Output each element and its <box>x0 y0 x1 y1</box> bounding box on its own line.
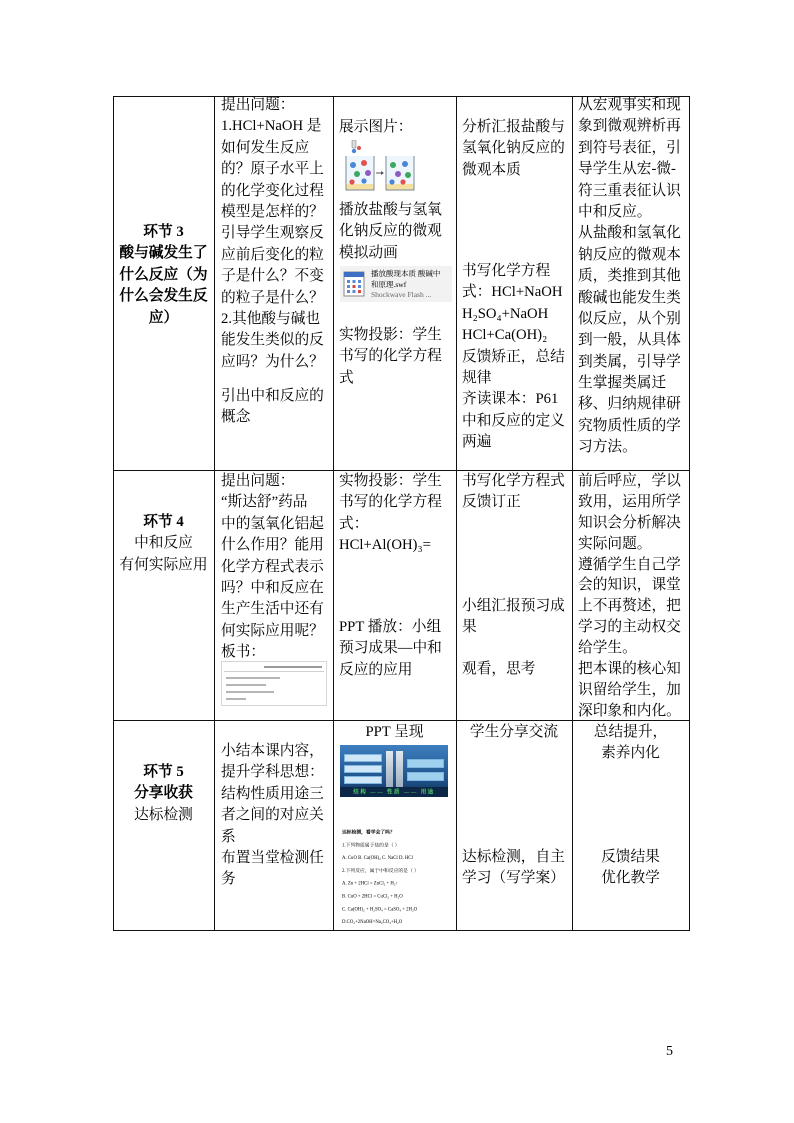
table-column-divider <box>333 96 334 931</box>
row1-stage-title-line: 环节 3 <box>143 224 184 240</box>
table-border-right <box>689 96 690 931</box>
row2-design-intent-line: 知识会分析解决 <box>578 514 681 531</box>
row1-stage-title-line: 酸与碱发生了 <box>119 245 208 262</box>
row1-media-projection-line: 式 <box>339 369 354 386</box>
row2-student-feedback-line: 书写化学方程式 <box>462 473 565 489</box>
row3-stage-subtitle-line: 达标检测 <box>134 806 193 823</box>
row2-teacher-questions-line: 中的氢氧化铝起 <box>221 515 324 532</box>
flash-file-name <box>371 269 440 290</box>
row2-teacher-questions-line: 化学方程式表示 <box>221 558 324 575</box>
row2-design-intent-line: 识留给学生，加 <box>578 681 681 698</box>
row1-design-intent-line: 究物质性质的学 <box>578 417 681 434</box>
row1-design-intent-line: 习方法。 <box>578 439 637 456</box>
row1-teacher-questions-line: 的？原子水平上 <box>221 161 324 178</box>
slide-text-box <box>344 765 382 773</box>
row2-teacher-questions-line: 吗？中和反应在 <box>221 579 324 596</box>
row3-teacher-summary-line: 结构性质用途三 <box>221 785 324 802</box>
row1-design-intent-line: 到类属，引导学 <box>578 353 681 370</box>
row1-student-equations <box>462 261 565 454</box>
row3-student-share <box>456 722 572 743</box>
row3-teacher-summary-line: 布置当堂检测任 <box>221 849 324 866</box>
row3-teacher-summary-line: 小结本课内容， <box>221 743 324 759</box>
row1-teacher-questions <box>221 95 324 373</box>
row1-stage-title-line: 应） <box>148 309 179 326</box>
row2-design-intent-line: 学习的主动权交 <box>578 619 681 636</box>
flash-file-name-line: 和原理.swf <box>371 279 407 289</box>
row2-design-intent-line: 前后呼应，学以 <box>578 473 681 489</box>
row1-media-animation-line: 模拟动画 <box>339 244 398 261</box>
row3-student-share-line: 学生分享交流 <box>469 724 559 740</box>
row2-media-ppt-line: 反应的应用 <box>339 661 413 678</box>
slide-bottom-band <box>340 787 448 797</box>
row1-design-intent-line: 生掌握类属迁 <box>578 375 667 392</box>
row3-design-intent-bottom-line: 反馈结果 <box>601 849 660 865</box>
slide-pillar <box>386 751 393 787</box>
row1-teacher-concept-line: 引出中和反应的 <box>221 388 324 404</box>
row1-design-intent-line: 从盐酸和氢氧化 <box>578 225 681 242</box>
row3-teacher-summary-line: 提升学科思想： <box>221 764 324 781</box>
slide-text-box <box>344 754 382 762</box>
page-number: 5 <box>666 1044 673 1059</box>
row3-design-intent-bottom-line: 优化教学 <box>601 870 660 887</box>
board-text-bar <box>226 698 246 700</box>
slide-text-box <box>344 776 382 784</box>
row3-stage-title <box>113 762 214 805</box>
row2-stage-subtitle-line: 有何实际应用 <box>119 556 208 573</box>
row1-student-analysis-line: 分析汇报盐酸与 <box>462 119 565 135</box>
row3-teacher-summary <box>221 741 324 891</box>
row1-design-intent-line: 到一般，从具体 <box>578 332 681 349</box>
row1-stage-title-line: 什么反应（为 <box>119 266 208 283</box>
row1-student-equations-line: 规律 <box>462 369 492 386</box>
quiz-question-line: C. Ca(OH)₂ + H₂SO₄ = CaSO₄ + 2H₂O <box>342 906 418 912</box>
row2-media-ppt <box>339 617 442 681</box>
row1-student-analysis-line: 氢氧化钠反应的 <box>462 140 565 157</box>
row1-stage-cell <box>113 222 214 329</box>
row2-student-feedback <box>462 471 565 514</box>
row3-student-test-line: 学习（写学案） <box>462 870 565 887</box>
row3-design-intent-top-line: 素养内化 <box>601 745 660 762</box>
row1-student-analysis-line: 微观本质 <box>462 161 521 178</box>
row2-student-watch-line: 观看，思考 <box>462 661 536 677</box>
row1-media-projection-line: 书写的化学方程 <box>339 348 442 365</box>
row1-design-intent-line: 钠反应的微观本 <box>578 246 681 263</box>
row1-teacher-questions-line: 如何发生反应 <box>221 139 310 156</box>
row1-student-equations-line: 反馈矫正，总结 <box>462 348 565 365</box>
row2-design-intent-line: 给学生。 <box>578 640 637 657</box>
row2-design-intent-line: 把本课的核心知 <box>578 661 681 678</box>
table-column-divider <box>572 96 573 931</box>
quiz-question <box>342 839 448 926</box>
row2-teacher-questions-line: 什么作用？能用 <box>221 537 324 554</box>
row1-design-intent-line: 象到微观辨析再 <box>578 118 681 135</box>
row2-stage-cell <box>113 512 214 576</box>
row1-teacher-questions-line: 的粒子是什么？ <box>221 289 324 306</box>
row1-design-intent-line: 质，类推到其他 <box>578 268 681 285</box>
quiz-question-line: 1.下列物质属于盐的是（ ） <box>342 842 400 848</box>
flash-file-name-line: 播放酸现本质 酸碱中 <box>371 269 441 278</box>
row1-design-intent-line: 导学生从宏-微- <box>578 161 676 178</box>
row2-teacher-questions-line: 何实际应用呢？ <box>221 622 324 639</box>
row3-teacher-summary-line: 务 <box>221 871 236 888</box>
row1-design-intent <box>578 95 681 459</box>
row1-media-projection-line: 实物投影：学生 <box>339 327 442 343</box>
row3-stage-title-line: 分享收获 <box>134 785 193 802</box>
row2-teacher-questions-line: 生产生活中还有 <box>221 601 324 618</box>
row2-student-group-report-line: 小组汇报预习成 <box>462 598 565 614</box>
row2-design-intent-line: 遵循学生自己学 <box>578 556 681 573</box>
row2-media-ppt-line: 预习成果—中和 <box>339 640 442 657</box>
row1-teacher-questions-line: 应前后变化的粒 <box>221 246 324 263</box>
row2-stage-title <box>113 512 214 533</box>
row1-design-intent-line: 从宏观事实和现 <box>578 97 681 113</box>
row1-media-animation-line: 化钠反应的微观 <box>339 223 442 240</box>
row2-design-intent-line: 实际问题。 <box>578 535 652 552</box>
row1-teacher-questions-line: 模型是怎样的？ <box>221 203 324 220</box>
row1-design-intent-line: 移、归纳规律研 <box>578 396 681 413</box>
row1-design-intent-line: 到符号表征，引 <box>578 139 681 156</box>
row3-stage-title-line: 环节 5 <box>143 764 184 780</box>
row1-stage-title-line: 什么会发生反 <box>119 288 208 305</box>
row1-stage-title <box>113 222 214 329</box>
row2-design-intent-line: 会的知识，课堂 <box>578 577 681 594</box>
row2-teacher-questions-line: “斯达舒”药品 <box>221 494 308 511</box>
quiz-question-line: B. CuO + 2HCl = CuCl₂ + H₂O <box>342 893 403 899</box>
row1-student-analysis <box>462 117 565 181</box>
row1-teacher-questions-line: 子是什么？不变 <box>221 268 324 285</box>
row2-media-projection-line: 书写的化学方程 <box>339 494 442 511</box>
quiz-question-line: A. CuO B. Ca(OH)₂ C. NaCl D. HCl <box>342 855 413 861</box>
row3-student-test <box>462 847 565 890</box>
row2-design-intent-line: 上不再赘述，把 <box>578 598 681 615</box>
row1-student-equations-line: 中和反应的定义 <box>462 412 565 429</box>
row2-student-watch <box>462 659 535 680</box>
table-border-bottom <box>113 930 690 931</box>
row2-teacher-questions <box>221 471 324 664</box>
row1-student-equations-line: H₂SO₄+NaOH <box>462 305 549 322</box>
row1-student-equations-line: 式：HCl+NaOH <box>462 284 563 301</box>
row2-media-projection <box>339 471 442 557</box>
quiz-question-line: A. Zn + 2HCl = ZnCl₂ + H₂↑ <box>342 880 398 887</box>
board-text-bar <box>226 684 266 686</box>
row2-media-projection-line: 式： <box>339 515 369 532</box>
row1-media-animation-line: 播放盐酸与氢氧 <box>339 202 442 218</box>
row3-design-intent-bottom <box>572 847 689 890</box>
row1-student-equations-line: HCl+Ca(OH)₂ <box>462 327 548 344</box>
slide-text-box <box>407 772 444 781</box>
row1-teacher-concept-line: 概念 <box>221 409 251 426</box>
row1-teacher-questions-line: 2.其他酸与碱也 <box>221 310 321 327</box>
row2-teacher-questions-line: 板书： <box>221 644 266 661</box>
row1-teacher-concept <box>221 386 324 429</box>
row1-teacher-questions-line: 引导学生观察反 <box>221 225 324 242</box>
row1-student-equations-line: 两遍 <box>462 434 492 451</box>
row1-student-equations-line: 齐读课本：P61 <box>462 391 559 408</box>
row1-media-projection <box>339 325 442 389</box>
row1-teacher-questions-line: 应吗？为什么？ <box>221 353 324 370</box>
row2-design-intent <box>578 471 681 722</box>
row2-design-intent-line: 深印象和内化。 <box>578 702 681 719</box>
row3-design-intent-top <box>572 722 689 765</box>
row3-stage-subtitle <box>113 805 214 826</box>
row2-stage-title-line: 环节 4 <box>143 514 184 530</box>
board-text-bar <box>226 677 280 679</box>
board-title-bar <box>264 666 322 668</box>
beaker-particles-image <box>343 140 417 192</box>
row2-stage-subtitle <box>113 533 214 576</box>
quiz-slide-image <box>340 826 448 926</box>
table-column-divider <box>456 96 457 931</box>
row2-teacher-questions-line: 提出问题： <box>221 473 295 489</box>
row1-teacher-questions-line: 能发生类似的反 <box>221 332 324 349</box>
blackboard-outline-image <box>221 661 327 706</box>
row1-design-intent-line: 符三重表征认识 <box>578 182 681 199</box>
row3-teacher-summary-line: 者之间的对应关 <box>221 807 324 824</box>
row1-media-show-image <box>339 117 412 138</box>
row1-design-intent-line: 酸碱也能发生类 <box>578 289 681 306</box>
flash-file-label <box>371 269 440 301</box>
row3-stage-cell <box>113 762 214 826</box>
row1-media-animation <box>339 200 442 264</box>
row2-stage-subtitle-line: 中和反应 <box>134 535 193 552</box>
row3-media-label-line: PPT 呈现 <box>365 724 424 740</box>
row1-teacher-questions-line: 的化学变化过程 <box>221 182 324 199</box>
row2-student-feedback-line: 反馈订正 <box>462 494 521 511</box>
row3-student-test-line: 达标检测，自主 <box>462 849 565 865</box>
flash-file-type: Shockwave Flash ... <box>371 290 432 299</box>
beaker-particles-drawing <box>343 140 417 192</box>
board-text-bar <box>226 691 274 693</box>
slide-pillar <box>396 751 403 787</box>
row1-teacher-questions-line: 1.HCl+NaOH 是 <box>221 118 322 135</box>
quiz-question-line: D.CO₂+2NaOH=Na₂CO₃+H₂O <box>342 919 403 925</box>
slide-text-box <box>407 759 444 768</box>
board-divider <box>224 671 324 672</box>
row2-student-group-report-line: 果 <box>462 619 477 636</box>
row3-media-label <box>333 722 456 743</box>
row3-teacher-summary-line: 系 <box>221 828 236 845</box>
row2-student-group-report <box>462 596 565 639</box>
row2-design-intent-line: 致用，运用所学 <box>578 493 681 510</box>
quiz-question-line: 2.下列反应，属于中和反应的是（ ） <box>342 867 419 874</box>
row1-design-intent-line: 中和反应。 <box>578 203 652 220</box>
quiz-title: 达标检测，看学会了吗？ <box>342 829 395 835</box>
table-column-divider <box>214 96 215 931</box>
ppt-summary-slide-image <box>340 745 448 797</box>
flash-file-tile <box>340 266 452 302</box>
row3-design-intent-top-line: 总结提升， <box>593 724 668 740</box>
row2-media-ppt-line: PPT 播放：小组 <box>339 619 442 635</box>
row1-teacher-questions-line: 提出问题： <box>221 97 295 113</box>
row1-media-show-image-line: 展示图片： <box>339 119 413 135</box>
flash-file-icon <box>343 271 365 297</box>
row2-media-projection-line: 实物投影：学生 <box>339 473 442 489</box>
row2-media-projection-line: HCl+Al(OH)₃= <box>339 537 431 554</box>
row1-student-equations-line: 书写化学方程 <box>462 263 551 279</box>
quiz-slide-text <box>340 826 448 926</box>
slide-caption: 结构 —— 性质 —— 用途 <box>353 789 435 795</box>
row1-design-intent-line: 似反应，从个别 <box>578 310 681 327</box>
